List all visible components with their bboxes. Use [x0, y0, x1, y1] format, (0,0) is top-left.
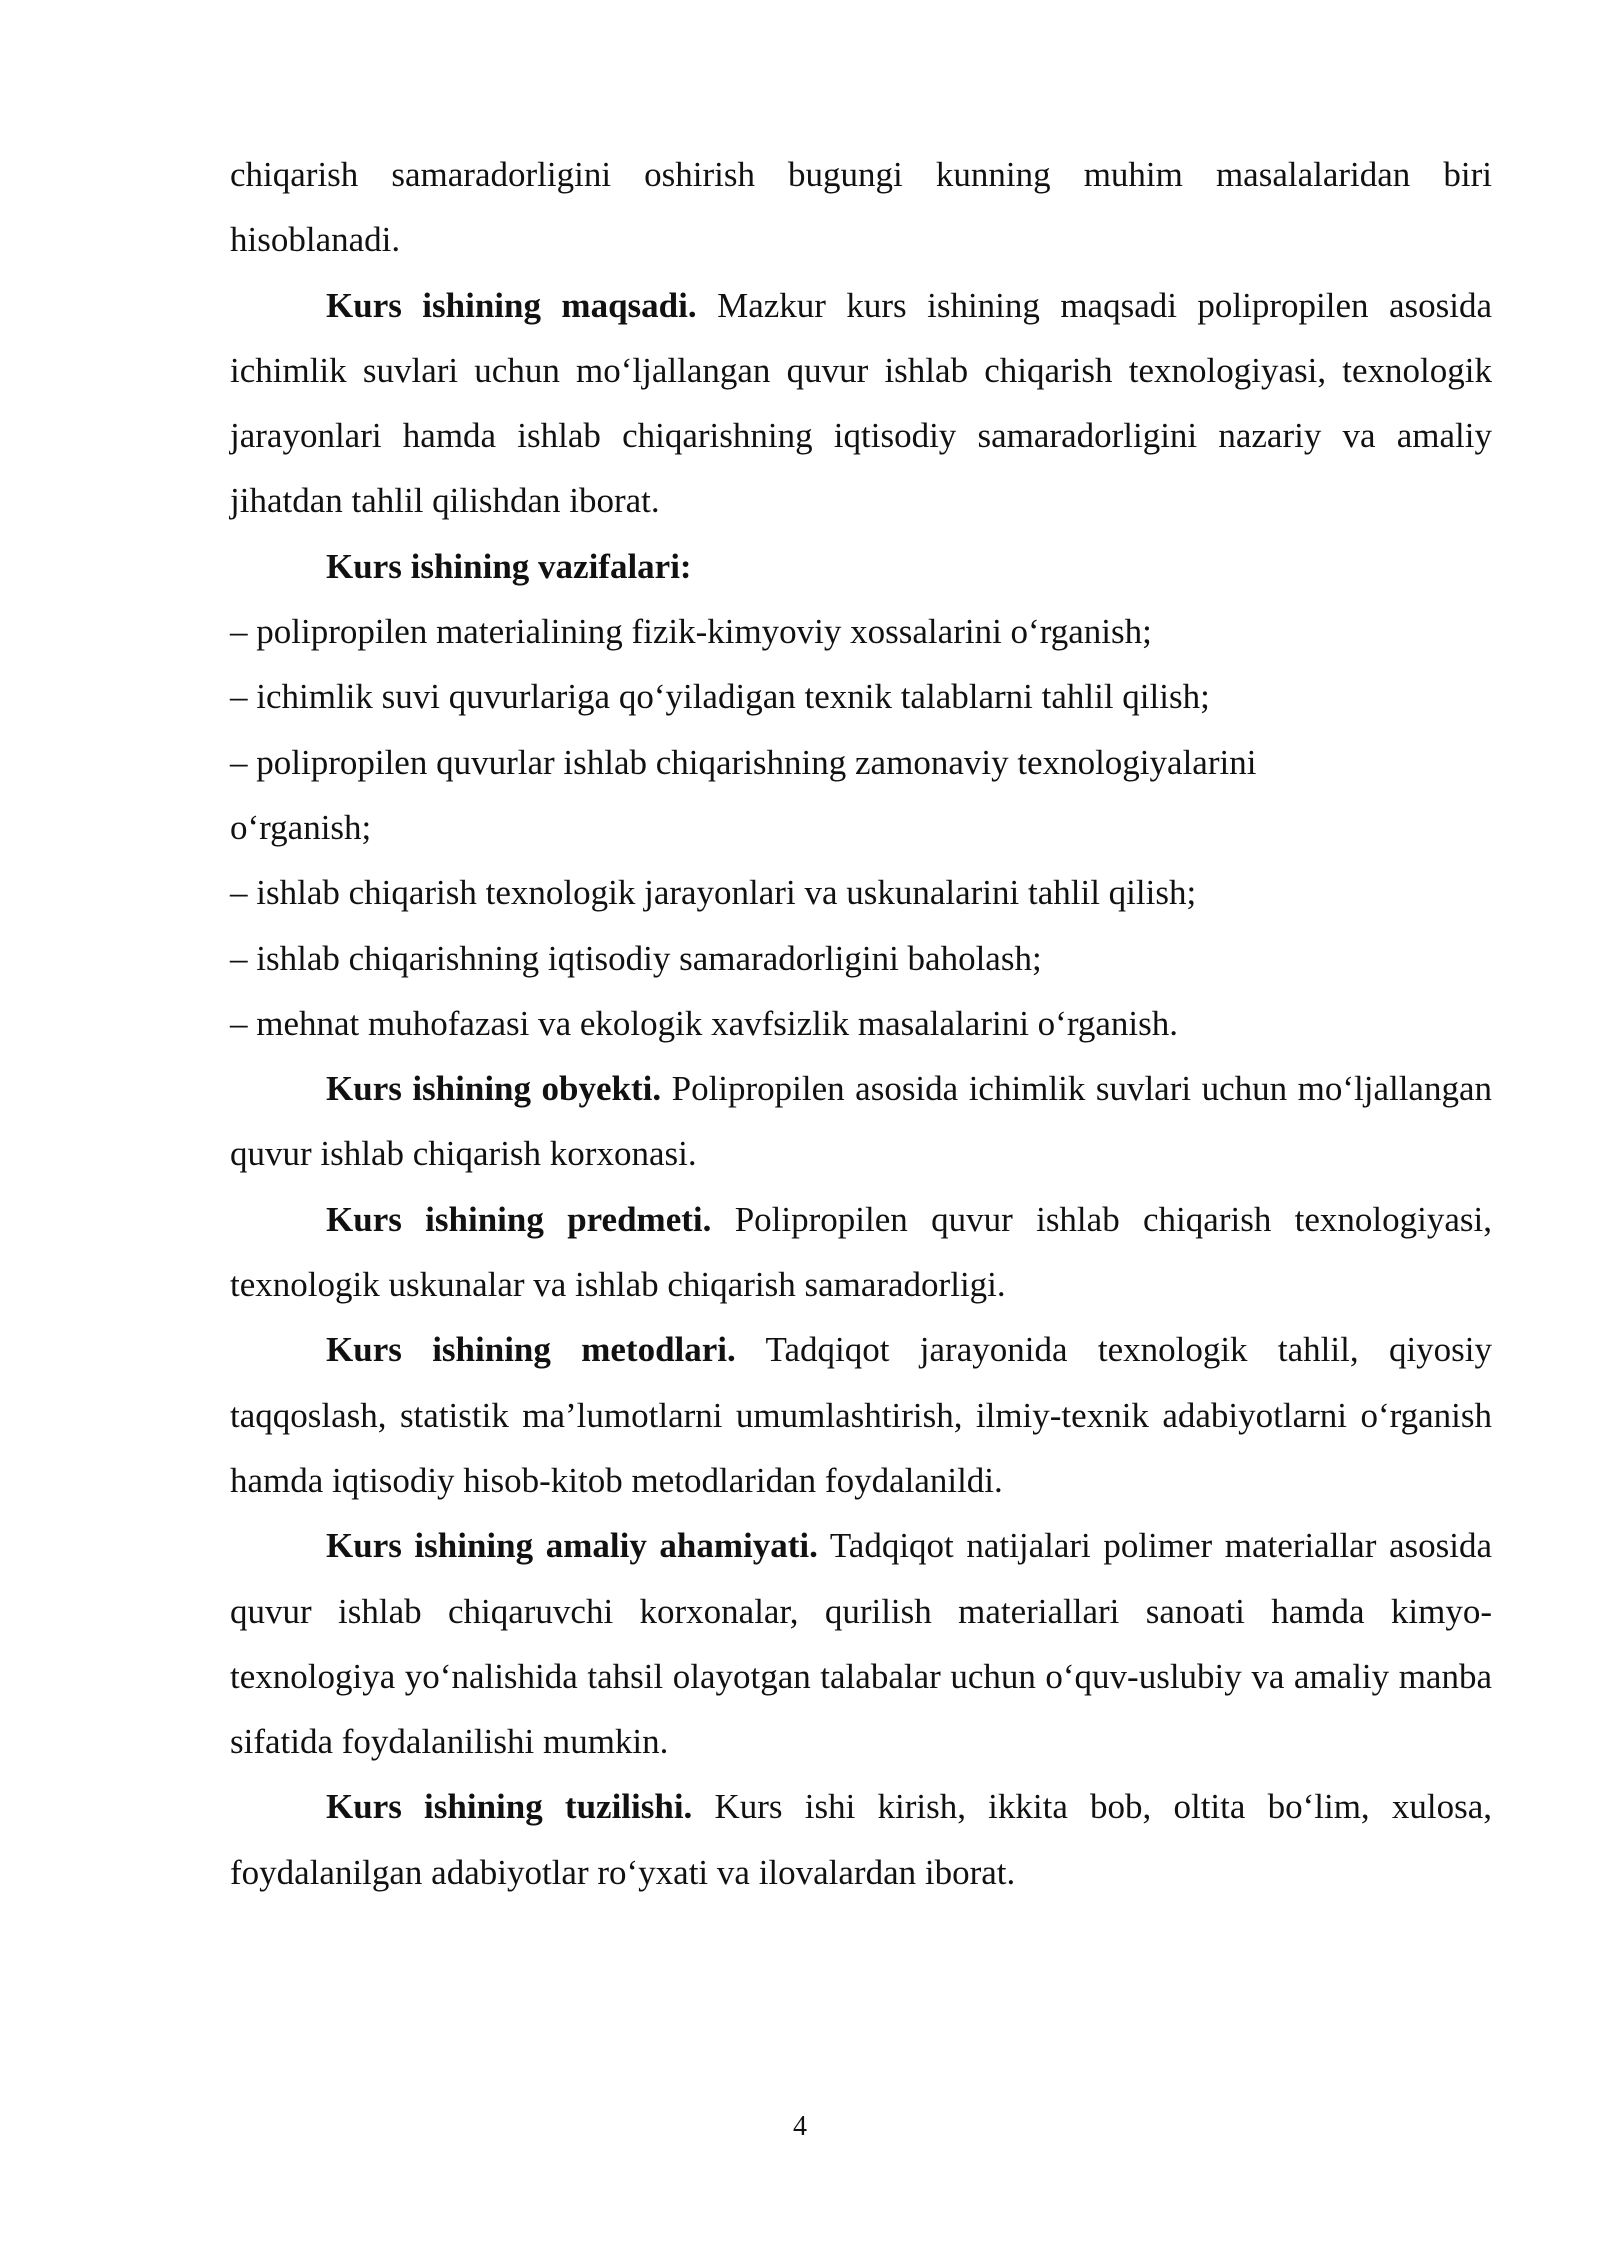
maqsad-paragraph [230, 273, 1492, 534]
vazifa-list-item: – polipropilen quvurlar ishlab chiqarishning zamonaviy texnologiyalarini o‘rganish; [230, 742, 1257, 847]
obyekt-text: Polipropilen asosida ichimlik suvlari uchun mo‘ljallangan quvur ishlab chiqarish korxonasi. [230, 1069, 1492, 1174]
predmet-heading: Kurs ishining predmeti. [326, 1199, 712, 1239]
vazifa-list-item: – ishlab chiqarishning iqtisodiy samaradorligini baholash; [230, 938, 1042, 978]
amaliy-ahamiyat-heading: Kurs ishining amaliy ahamiyati. [326, 1526, 818, 1566]
tuzilish-paragraph [230, 1774, 1492, 1905]
document-page [230, 142, 1492, 1905]
metodlar-paragraph [230, 1317, 1492, 1513]
page-number: 4 [793, 2111, 807, 2142]
maqsad-text: Mazkur kurs ishining maqsadi polipropilen asosida ichimlik suvlari uchun mo‘ljallangan quvur ishlab chiqarish texnologiyasi, texnologik jarayonlari hamda ishlab chiqarishning iqtisodiy samaradorligini nazariy va amaliy jihatdan tahlil qilishdan iborat. [230, 285, 1492, 521]
obyekt-paragraph [230, 1056, 1492, 1187]
intro-continuation-paragraph: chiqarish samaradorligini oshirish bugungi kunning muhim masalalaridan biri hisoblanadi. [230, 155, 1492, 260]
vazifa-list-item: – mehnat muhofazasi va ekologik xavfsizlik masalalarini o‘rganish. [230, 1003, 1178, 1043]
amaliy-ahamiyat-paragraph [230, 1513, 1492, 1774]
tuzilish-text: Kurs ishi kirish, ikkita bob, oltita bo‘lim, xulosa, foydalanilgan adabiyotlar ro‘yxati va ilovalardan iborat. [230, 1787, 1492, 1892]
obyekt-heading: Kurs ishining obyekti. [326, 1069, 662, 1109]
vazifa-list-item: – ichimlik suvi quvurlariga qo‘yiladigan texnik talablarni tahlil qilish; [230, 677, 1210, 717]
tuzilish-heading: Kurs ishining tuzilishi. [326, 1787, 693, 1827]
vazifalar-paragraph [230, 534, 1492, 599]
predmet-paragraph [230, 1187, 1492, 1318]
vazifa-list-item: – ishlab chiqarish texnologik jarayonlari va uskunalarini tahlil qilish; [230, 873, 1197, 913]
maqsad-heading: Kurs ishining maqsadi. [326, 285, 697, 325]
metodlar-text: Tadqiqot jarayonida texnologik tahlil, qiyosiy taqqoslash, statistik ma’lumotlarni umumlashtirish, ilmiy-texnik adabiyotlarni o‘rganish hamda iqtisodiy hisob-kitob metodlaridan foydalanildi. [230, 1330, 1493, 1500]
vazifalar-heading: Kurs ishining vazifalari: [326, 546, 692, 586]
vazifa-list-item: – polipropilen materialining fizik-kimyoviy xossalarini o‘rganish; [230, 612, 1152, 652]
metodlar-heading: Kurs ishining metodlari. [326, 1330, 736, 1370]
predmet-text: Polipropilen quvur ishlab chiqarish texnologiyasi, texnologik uskunalar va ishlab chiqarish samaradorligi. [230, 1199, 1492, 1305]
amaliy-ahamiyat-text: Tadqiqot natijalari polimer materiallar asosida quvur ishlab chiqaruvchi korxonalar, qurilish materiallari sanoati hamda kimyo-texnologiya yo‘nalishida tahsil olayotgan talabalar uchun o‘quv-uslubiy va amaliy manba sifatida foydalanilishi mumkin. [230, 1526, 1492, 1762]
